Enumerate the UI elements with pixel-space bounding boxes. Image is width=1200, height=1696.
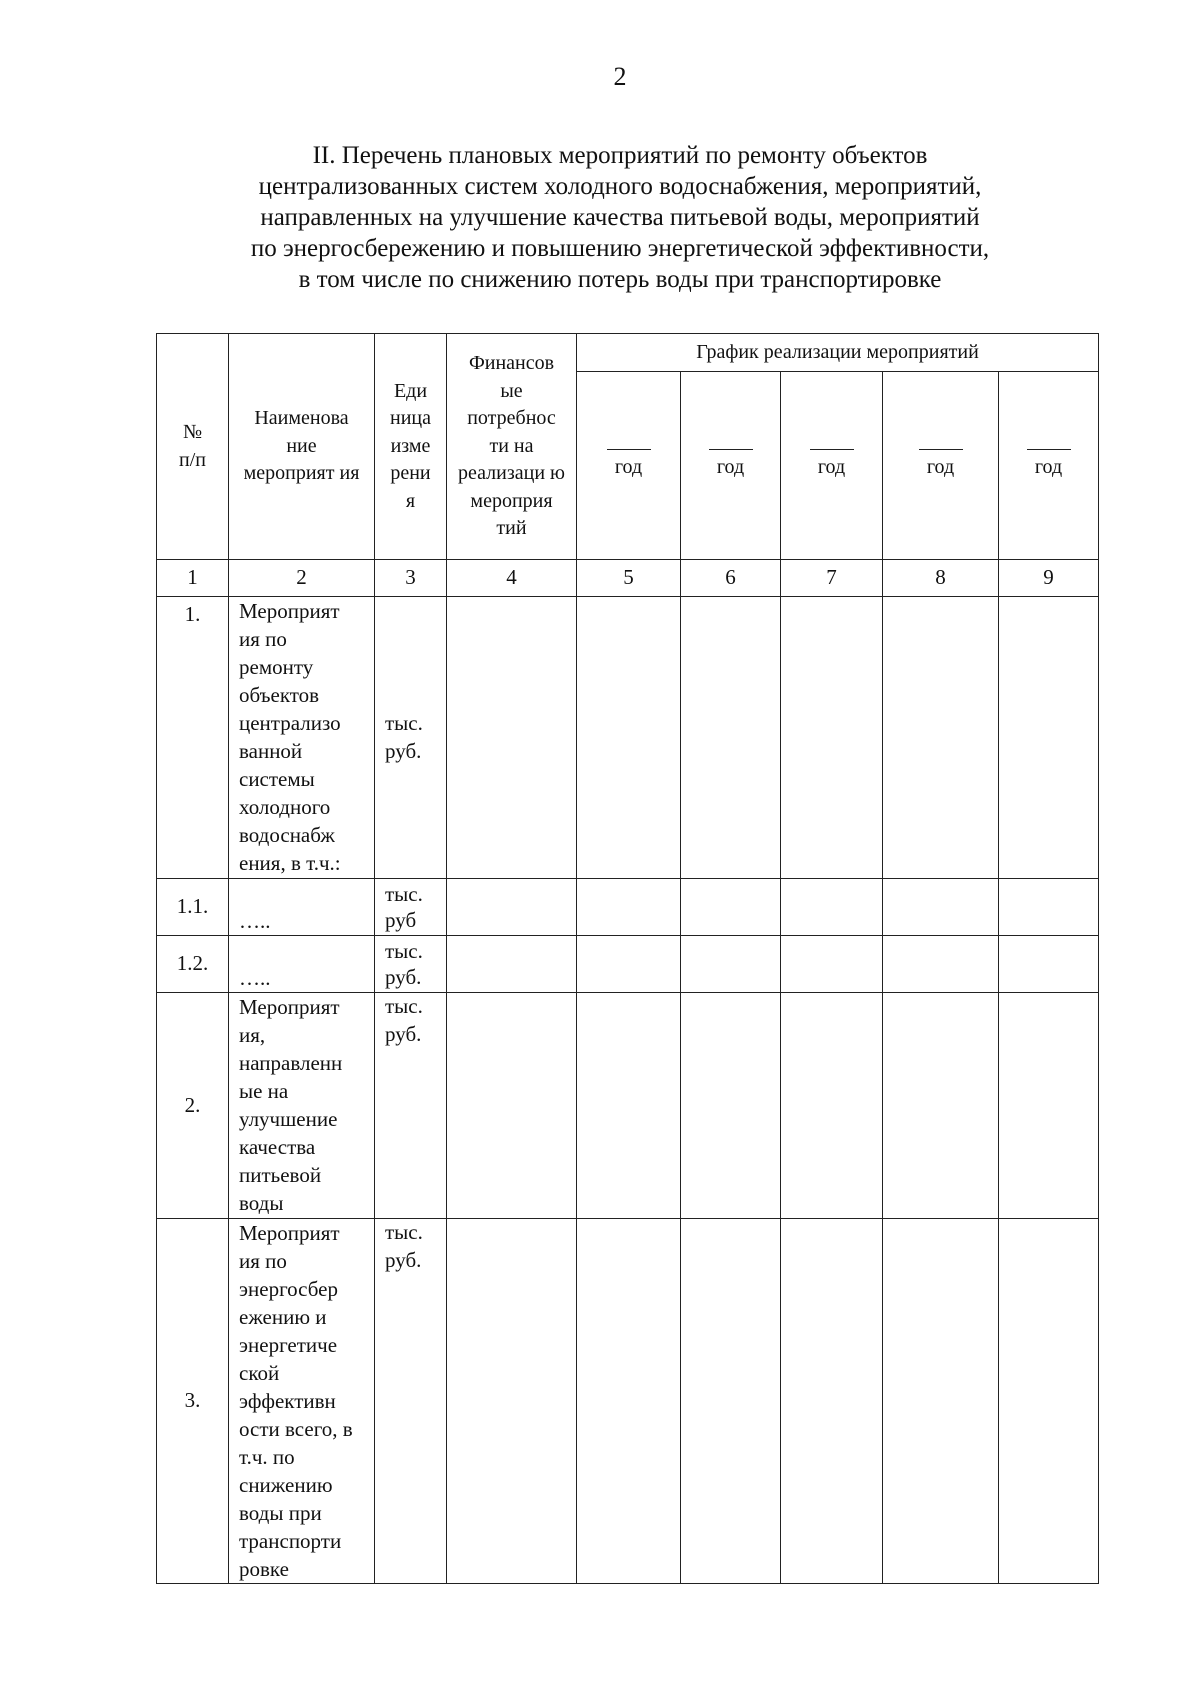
table-cell	[999, 597, 1099, 879]
table-cell	[447, 1219, 577, 1584]
table-cell	[999, 936, 1099, 993]
year-blank-line	[810, 449, 854, 450]
header-num-text: № п/п	[179, 421, 206, 471]
column-number: 5	[577, 560, 681, 597]
document-title	[160, 140, 1080, 295]
title-line: по энергосбережению и повышению энергетической эффективности,	[250, 235, 990, 262]
row-name	[229, 879, 375, 936]
year-blank-line	[1027, 449, 1071, 450]
row-number: 1.	[157, 597, 229, 879]
column-number: 4	[447, 560, 577, 597]
header-unit-text: Еди ница изме рени я	[390, 379, 431, 512]
row-name	[229, 1219, 375, 1584]
row-number: 1.1.	[157, 879, 229, 936]
column-number: 1	[157, 560, 229, 597]
column-number: 7	[781, 560, 883, 597]
title-line: централизованных систем холодного водоснабжения, мероприятий,	[258, 173, 982, 200]
header-schedule: График реализации мероприятий	[577, 334, 1099, 372]
title-line: II. Перечень плановых мероприятий по ремонту объектов	[312, 142, 928, 169]
row-name	[229, 993, 375, 1219]
row-unit	[375, 1219, 447, 1584]
table-cell	[447, 879, 577, 936]
page-number: 2	[613, 62, 627, 91]
row-name	[229, 597, 375, 879]
table-cell	[681, 1219, 781, 1584]
row-unit	[375, 879, 447, 936]
table-cell	[999, 993, 1099, 1219]
table-cell	[681, 879, 781, 936]
table-cell	[999, 879, 1099, 936]
table-cell	[447, 597, 577, 879]
header-finance-text: Финансов ые потребнос ти на реализаци ю мероприя тий	[458, 352, 565, 540]
table-cell	[577, 993, 681, 1219]
title-line: в том числе по снижению потерь воды при транспортировке	[298, 266, 942, 293]
year-blank-line	[709, 449, 753, 450]
table-row	[157, 993, 1099, 1219]
row-unit-text: тыс. руб.	[385, 994, 423, 1046]
year-label: год	[1034, 456, 1063, 479]
row-unit-text: тыс. руб.	[385, 939, 423, 989]
table-cell	[883, 597, 999, 879]
year-blank-line	[607, 449, 651, 450]
row-unit-text: тыс. руб.	[385, 1220, 423, 1272]
table-cell	[883, 879, 999, 936]
table-cell	[883, 936, 999, 993]
row-unit	[375, 936, 447, 993]
table-row	[157, 597, 1099, 879]
column-number: 3	[375, 560, 447, 597]
row-name-text: Мероприят ия, направленн ые на улучшение качества питьевой воды	[239, 995, 343, 1215]
row-number: 2.	[157, 993, 229, 1219]
table-cell	[681, 597, 781, 879]
table-cell	[577, 1219, 681, 1584]
measures-table	[156, 333, 1099, 1584]
table-cell	[781, 993, 883, 1219]
header-year-4	[883, 372, 999, 560]
year-label: год	[614, 456, 643, 479]
column-number: 6	[681, 560, 781, 597]
table-cell	[447, 993, 577, 1219]
row-name	[229, 936, 375, 993]
year-blank-line	[919, 449, 963, 450]
header-name	[229, 334, 375, 560]
table-cell	[781, 879, 883, 936]
table-cell	[781, 936, 883, 993]
header-finance	[447, 334, 577, 560]
row-name-text: Мероприят ия по энергосбер ежению и энергетиче ской эффективн ости всего, в т.ч. по снижению воды при транспорти ровке	[239, 1221, 353, 1581]
table-cell	[883, 1219, 999, 1584]
header-year-2	[681, 372, 781, 560]
header-year-3	[781, 372, 883, 560]
table-row	[157, 879, 1099, 936]
year-label: год	[716, 456, 745, 479]
table-cell	[999, 1219, 1099, 1584]
column-number: 9	[999, 560, 1099, 597]
row-unit	[375, 597, 447, 879]
table-cell	[577, 879, 681, 936]
table-row	[157, 1219, 1099, 1584]
row-number: 1.2.	[157, 936, 229, 993]
header-name-text: Наименова ние мероприят ия	[243, 407, 360, 485]
table-cell	[577, 936, 681, 993]
table-row	[157, 936, 1099, 993]
year-label: год	[817, 456, 846, 479]
row-name-text: …..	[239, 966, 271, 990]
header-unit	[375, 334, 447, 560]
column-number: 2	[229, 560, 375, 597]
table-cell	[577, 597, 681, 879]
table-cell	[883, 993, 999, 1219]
row-name-text: …..	[239, 909, 271, 933]
table-cell	[447, 936, 577, 993]
header-year-1	[577, 372, 681, 560]
row-unit-text: тыс. руб.	[385, 711, 423, 763]
table-cell	[781, 1219, 883, 1584]
table-cell	[681, 936, 781, 993]
table-cell	[681, 993, 781, 1219]
table-cell	[781, 597, 883, 879]
header-num	[157, 334, 229, 560]
row-unit	[375, 993, 447, 1219]
year-label: год	[926, 456, 955, 479]
column-number: 8	[883, 560, 999, 597]
row-unit-text: тыс. руб	[385, 882, 423, 932]
row-number: 3.	[157, 1219, 229, 1584]
column-number-row	[157, 560, 1099, 597]
title-line: направленных на улучшение качества питьевой воды, мероприятий	[260, 204, 980, 231]
row-name-text: Мероприят ия по ремонту объектов централизо ванной системы холодного водоснабж ения, в т.ч.:	[239, 599, 341, 875]
header-year-5	[999, 372, 1099, 560]
